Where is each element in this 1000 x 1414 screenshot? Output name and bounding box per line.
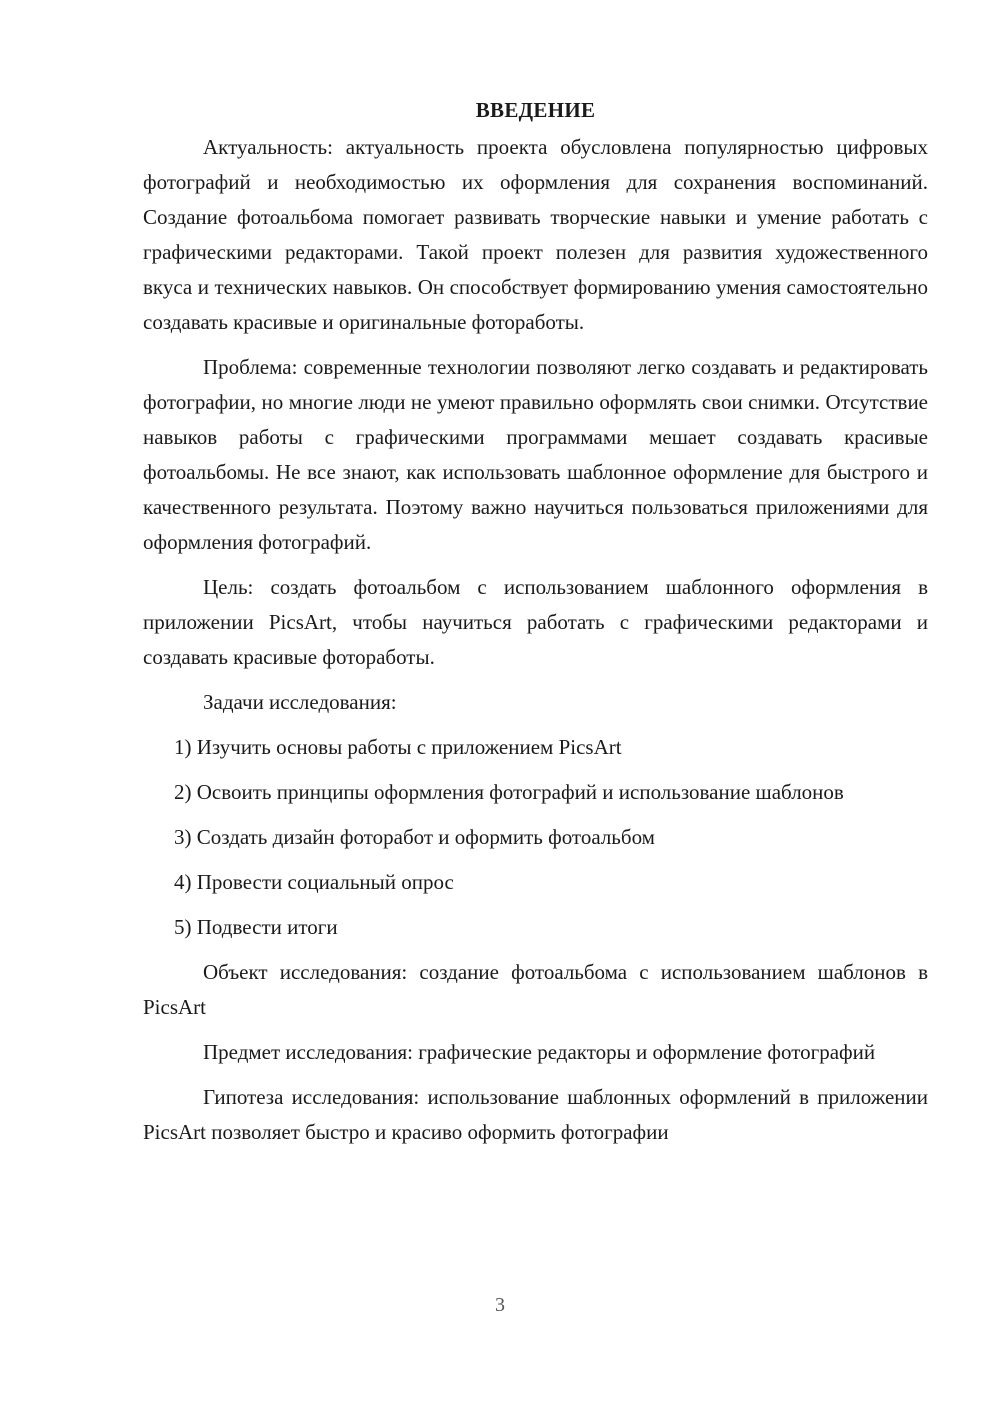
task-item: 4) Провести социальный опрос [174, 870, 454, 894]
paragraph-subject: Предмет исследования: графические редакторы и оформление фотографий [203, 1040, 876, 1064]
task-item: 1) Изучить основы работы с приложением PicsArt [174, 735, 622, 759]
task-item: 5) Подвести итоги [174, 915, 338, 939]
task-item: 3) Создать дизайн фоторабот и оформить фотоальбом [174, 825, 655, 849]
task-item: 2) Освоить принципы оформления фотографий и использование шаблонов [174, 780, 844, 804]
tasks-heading: Задачи исследования: [203, 690, 397, 714]
paragraph-hypothesis: Гипотеза исследования: использование шаблонных оформлений в приложении PicsArt позволяет быстро и красиво оформить фотографии [143, 1085, 928, 1144]
paragraph-object: Объект исследования: создание фотоальбома с использованием шаблонов в PicsArt [143, 960, 928, 1019]
paragraph-relevance: Актуальность: актуальность проекта обусловлена популярностью цифровых фотографий и необходимостью их оформления для сохранения воспоминаний. Создание фотоальбома помогает развивать творческие навыки и умение работать с графическими редакторами. Такой проект полезен для развития художественного вкуса и технических навыков. Он способствует формированию умения самостоятельно создавать красивые и оригинальные фотоработы. [143, 135, 928, 334]
paragraph-goal: Цель: создать фотоальбом с использованием шаблонного оформления в приложении PicsArt, чтобы научиться работать с графическими редакторами и создавать красивые фотоработы. [143, 575, 928, 669]
page-number: 3 [495, 1294, 505, 1316]
document-page [143, 92, 928, 1160]
paragraph-problem: Проблема: современные технологии позволяют легко создавать и редактировать фотографии, но многие люди не умеют правильно оформлять свои снимки. Отсутствие навыков работы с графическими программами мешает создавать красивые фотоальбомы. Не все знают, как использовать шаблонное оформление для быстрого и качественного результата. Поэтому важно научиться пользоваться приложениями для оформления фотографий. [143, 355, 928, 554]
section-title: ВВЕДЕНИЕ [475, 98, 596, 122]
